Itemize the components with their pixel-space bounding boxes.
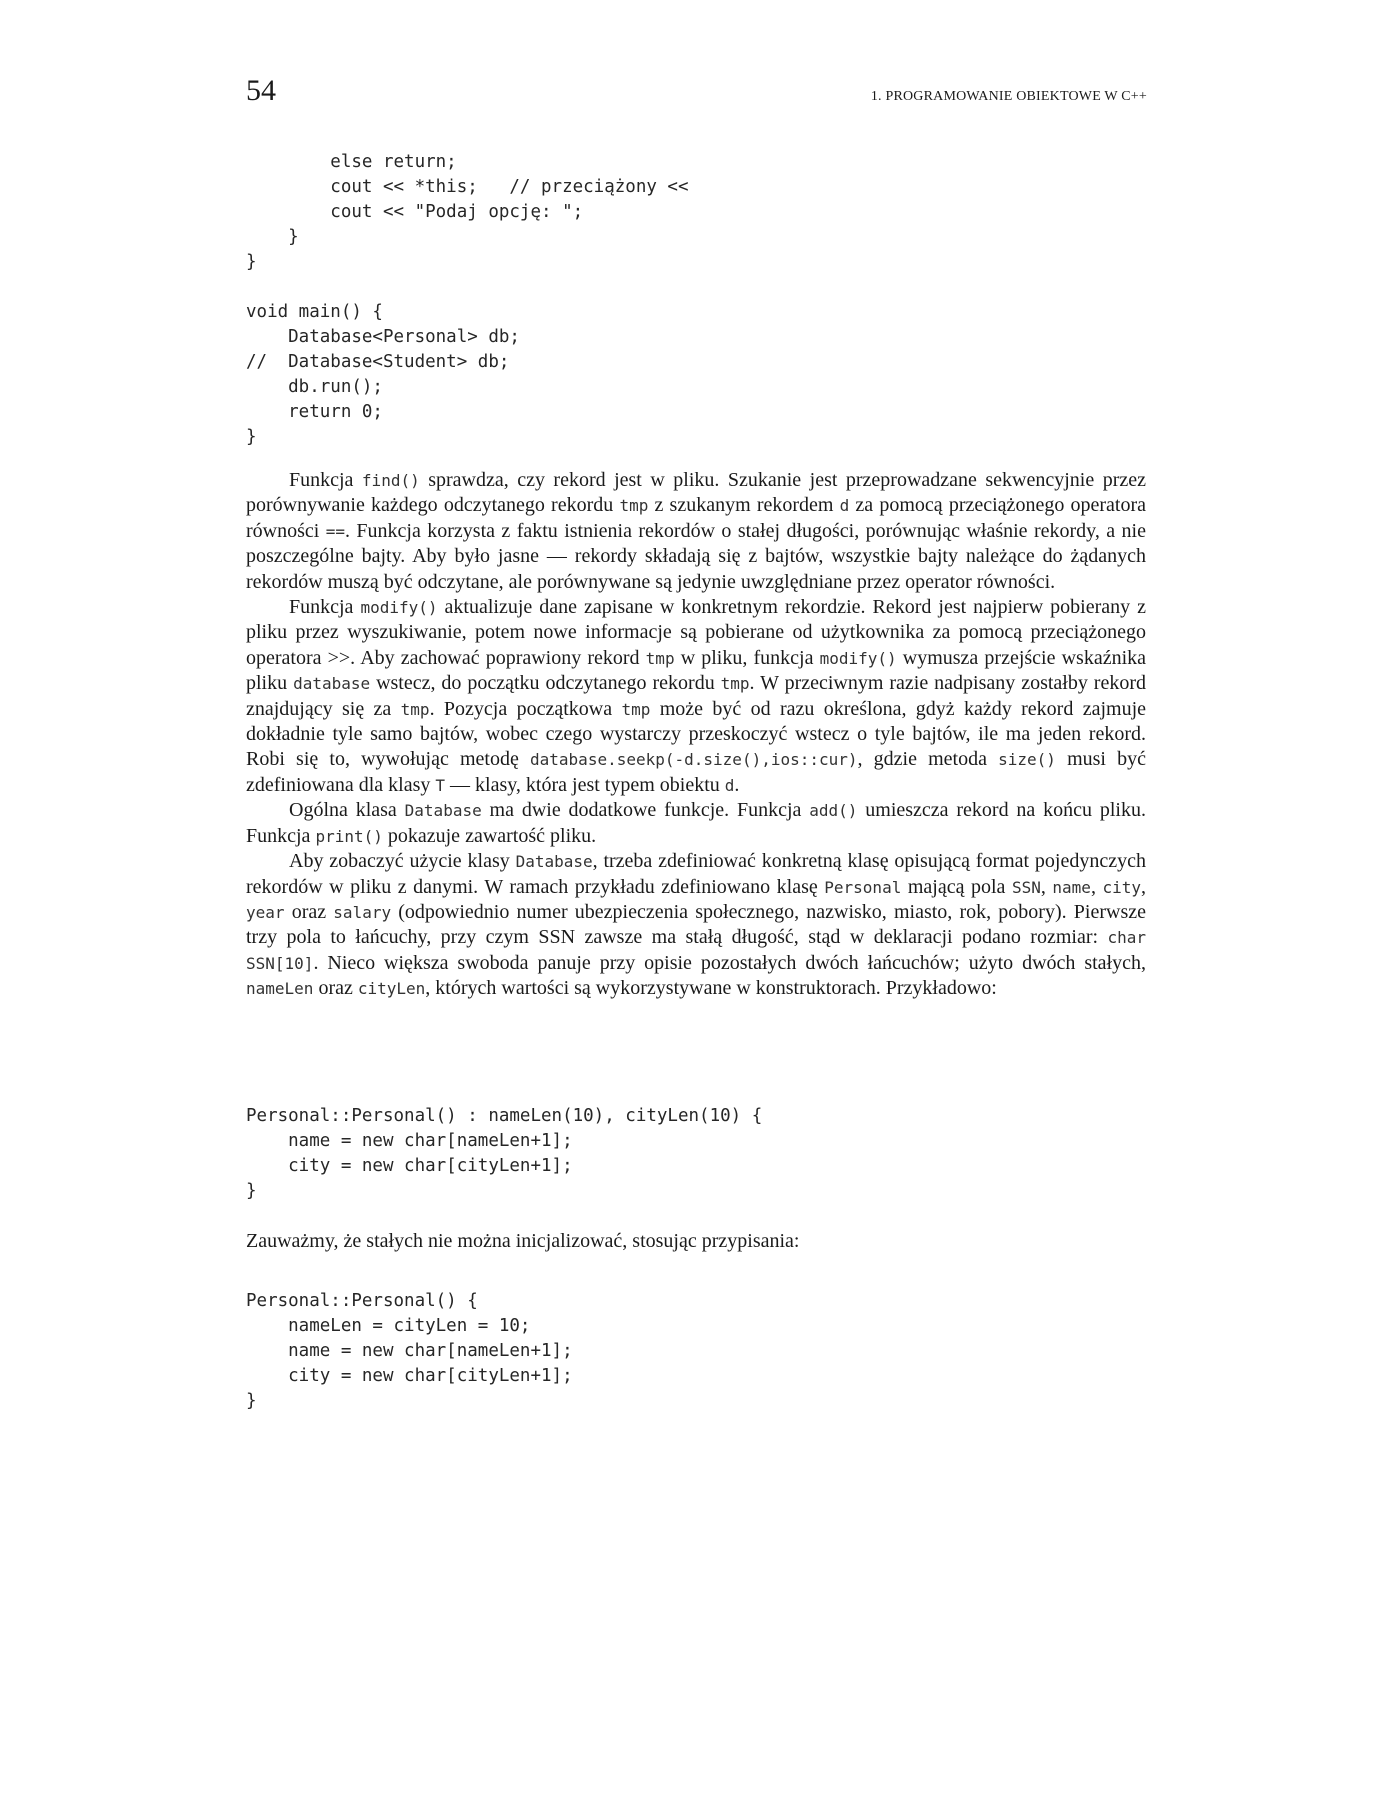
text-section-database-functions — [246, 468, 1146, 1002]
text-run: umieszcza rekord na końcu pliku. Funkcja — [246, 799, 1146, 847]
text-run: , gdzie metoda — [857, 748, 999, 771]
text-run: , których wartości są wykorzystywane w konstruktorach. Przykładowo: — [425, 977, 997, 1000]
text-run: wstecz, do początku odczytanego rekordu — [370, 672, 721, 695]
text-run: , trzeba zdefiniować konkretną klasę opisującą format pojedynczych rekordów w pliku z danymi. W ramach przykładu zdefiniowano klasę — [246, 850, 1146, 898]
inline-code: tmp — [645, 648, 675, 668]
text-run: . Nieco większa swoboda panuje przy opisie pozostałych dwóch łańcuchów; użyto dwóch stałych, — [313, 951, 1146, 974]
inline-code: char SSN[10] — [246, 928, 1146, 973]
inline-code: print() — [315, 826, 383, 846]
paragraph-add-print-functions — [246, 798, 1146, 849]
inline-code: T — [435, 775, 446, 795]
inline-code: d — [839, 496, 850, 516]
inline-code: tmp — [720, 674, 750, 694]
text-run: oraz — [313, 977, 358, 1000]
text-run: wymusza przejście wskaźnika pliku — [246, 646, 1147, 695]
text-run: Funkcja — [289, 469, 362, 491]
inline-code: city — [1102, 877, 1141, 897]
page-number: 54 — [246, 74, 276, 107]
text-run: Ogólna klasa — [289, 799, 405, 822]
inline-code: modify() — [360, 598, 438, 618]
inline-code: Database — [404, 801, 482, 821]
text-run: , — [1141, 875, 1146, 898]
inline-code: size() — [998, 750, 1056, 770]
text-run: . Pozycja początkowa — [429, 697, 622, 720]
text-run: Zauważmy, że stałych nie można inicjalizować, stosując przypisania: — [246, 1230, 800, 1252]
inline-code: cityLen — [357, 979, 426, 999]
inline-code: == — [325, 521, 345, 541]
inline-code: name — [1052, 877, 1091, 897]
text-run: w pliku, funkcja — [674, 646, 820, 669]
paragraph-personal-class — [246, 849, 1146, 1001]
text-section-constants-note — [246, 1229, 1146, 1254]
inline-code: tmp — [400, 699, 430, 719]
text-run: (odpowiednio numer ubezpieczenia społecznego, nazwisko, miasto, rok, pobory). Pierwsze trzy pola to łańcuchy, przy czym SSN zawsze ma stałą długość, stąd w deklaracji podano rozmiar: — [246, 900, 1146, 949]
text-run: sprawdza, czy rekord jest w pliku. Szukanie jest przeprowadzane sekwencyjnie przez porównywanie każdego odczytanego rekordu — [246, 469, 1147, 517]
text-run: z szukanym rekordem — [648, 494, 840, 517]
text-run: . Funkcja korzysta z faktu istnienia rekordów o stałej długości, porównując właśnie rekordy, a nie poszczególne bajty. Aby było jasne — rekordy składają się z bajtów, wszystkie bajty należące do żądanych rekordów muszą być odczytane, ale porównywane są jedynie uwzględniane przez operator równości. — [246, 519, 1146, 593]
text-run: Aby zobaczyć użycie klasy — [289, 850, 516, 873]
text-run: oraz — [284, 900, 334, 923]
text-run: Funkcja — [289, 596, 361, 619]
inline-code: add() — [809, 801, 858, 821]
paragraph-modify-function — [246, 595, 1146, 798]
code-block-constructor-assignment: Personal::Personal() { nameLen = cityLen = 10; name = new char[nameLen+1]; city = new char[cityLen+1]; } — [246, 1291, 573, 1411]
inline-code: Personal — [824, 877, 902, 897]
inline-code: tmp — [619, 496, 649, 516]
text-run: za pomocą przeciążonego operatora równości — [246, 494, 1146, 542]
text-run: , — [1040, 875, 1053, 898]
inline-code: d — [724, 775, 735, 795]
inline-code: database — [293, 674, 371, 694]
text-run: może być od razu określona, gdyż każdy rekord zajmuje dokładnie tyle samo bajtów, wobec czego wystarczy przeskoczyć wstecz o tyle bajtów, ile ma jeden rekord. Robi się to, wywołując metodę — [246, 697, 1146, 771]
inline-code: find() — [361, 471, 420, 490]
inline-code: database.seekp(-d.size(),ios::cur) — [530, 750, 858, 770]
inline-code: year — [246, 902, 285, 922]
inline-code: modify() — [819, 648, 897, 668]
text-run: . W przeciwnym razie nadpisany zostałby rekord znajdujący się za — [246, 672, 1146, 720]
inline-code: nameLen — [246, 979, 314, 999]
text-run: — klasy, która jest typem obiektu — [445, 773, 725, 796]
text-run: . — [734, 773, 740, 796]
paragraph-find-function — [246, 468, 1146, 595]
inline-code: SSN — [1011, 877, 1041, 897]
code-block-main-function: else return; cout << *this; // przeciążony << cout << "Podaj opcję: "; } } void main() { Database<Personal> db; // Database<Student> db; db.run(); return 0; } — [246, 152, 689, 447]
running-head: 1. PROGRAMOWANIE OBIEKTOWE W C++ — [870, 89, 1147, 104]
inline-code: tmp — [621, 699, 651, 719]
text-run: , — [1090, 875, 1103, 898]
text-run: musi być zdefiniowana dla klasy — [246, 748, 1146, 796]
text-run: aktualizuje dane zapisane w konkretnym rekordzie. Rekord jest najpierw pobierany z pliku przez wyszukiwanie, potem nowe informacje są pobierane od użytkownika za pomocą przeciążonego operatora >>. Aby zachować poprawiony rekord — [246, 596, 1147, 669]
text-run: mającą pola — [901, 875, 1012, 898]
text-run: pokazuje zawartość pliku. — [382, 824, 597, 847]
text-run: ma dwie dodatkowe funkcje. Funkcja — [481, 799, 810, 822]
paragraph-constants-note — [246, 1229, 1146, 1254]
code-block-constructor-init-list: Personal::Personal() : nameLen(10), cityLen(10) { name = new char[nameLen+1]; city = new char[cityLen+1]; } — [246, 1106, 763, 1201]
inline-code: Database — [515, 852, 593, 872]
inline-code: salary — [333, 902, 392, 922]
